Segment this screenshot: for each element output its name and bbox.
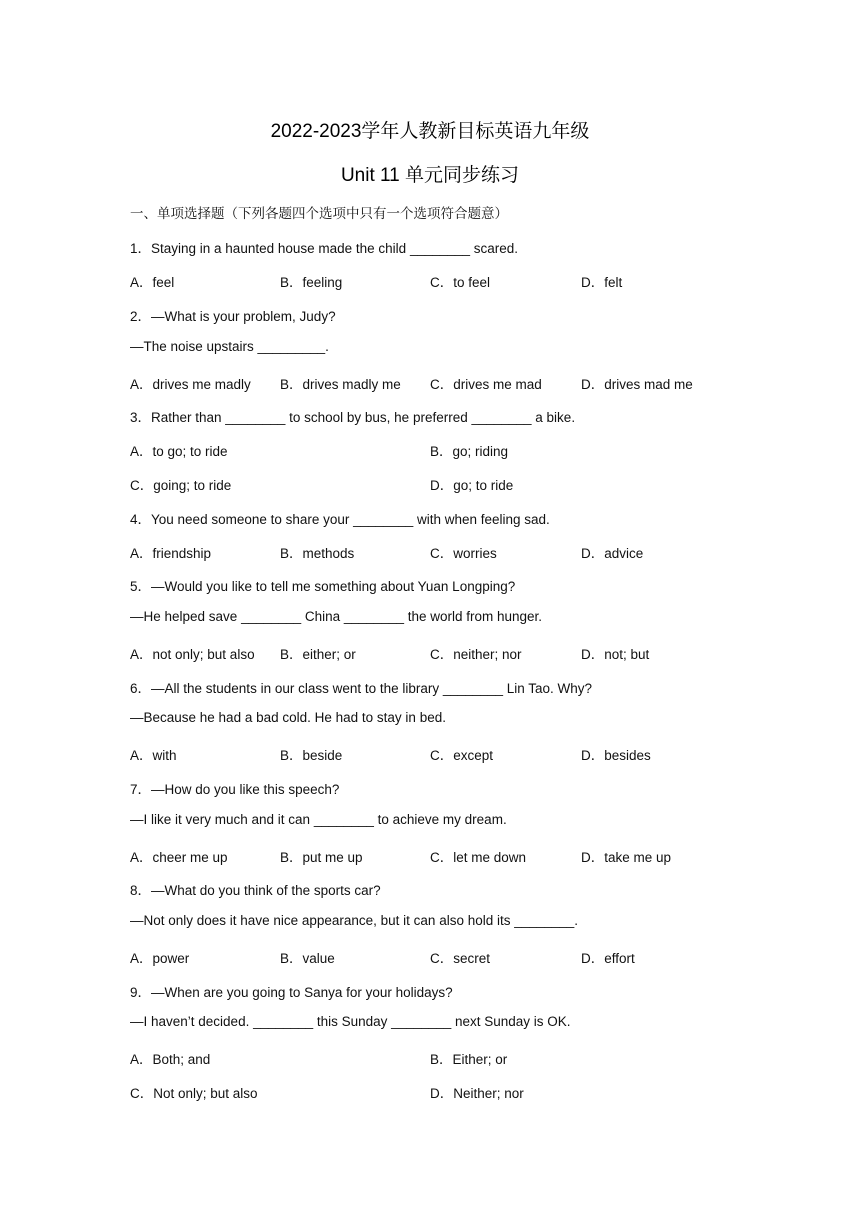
option-c: C．going; to ride	[130, 478, 232, 493]
option-b: B．feeling	[280, 275, 343, 290]
option-a: A．to go; to ride	[130, 444, 228, 459]
question-stem: 8．—What do you think of the sports car?	[130, 883, 381, 898]
option-c: C．worries	[430, 546, 497, 561]
option-c: C．Not only; but also	[130, 1086, 258, 1101]
option-c: C．secret	[430, 951, 491, 966]
question-stem: 7．—How do you like this speech?	[130, 782, 340, 797]
section-heading: 一、单项选择题（下列各题四个选项中只有一个选项符合题意）	[130, 206, 508, 221]
option-b: B．drives madly me	[280, 377, 401, 392]
option-b: B．methods	[280, 546, 355, 561]
option-a: A．not only; but also	[130, 647, 255, 662]
option-a: A．with	[130, 748, 177, 763]
option-d: D．advice	[581, 546, 644, 561]
question-stem: 6．—All the students in our class went to the library ________ Lin Tao. Why?	[130, 681, 593, 696]
question-stem: 3．Rather than ________ to school by bus, he preferred ________ a bike.	[130, 410, 576, 425]
option-d: D．go; to ride	[430, 478, 514, 493]
question-stem: 1．Staying in a haunted house made the child ________ scared.	[130, 241, 519, 256]
option-b: B．beside	[280, 748, 343, 763]
option-a: A．cheer me up	[130, 850, 228, 865]
option-b: B．Either; or	[430, 1052, 508, 1067]
option-b: B．either; or	[280, 647, 356, 662]
question-reply: —I haven’t decided. ________ this Sunday ________ next Sunday is OK.	[130, 1014, 571, 1029]
option-d: D．drives mad me	[581, 377, 693, 392]
option-d: D．Neither; nor	[430, 1086, 524, 1101]
option-a: A．power	[130, 951, 190, 966]
option-b: B．value	[280, 951, 335, 966]
option-a: A．Both; and	[130, 1052, 211, 1067]
option-b: B．go; riding	[430, 444, 509, 459]
question-stem: 4．You need someone to share your ________ with when feeling sad.	[130, 512, 550, 527]
question-reply: —The noise upstairs _________.	[130, 339, 329, 354]
option-d: D．take me up	[581, 850, 672, 865]
question-stem: 2．—What is your problem, Judy?	[130, 309, 336, 324]
option-a: A．feel	[130, 275, 175, 290]
question-stem: 5．—Would you like to tell me something about Yuan Longping?	[130, 579, 516, 594]
option-c: C．drives me mad	[430, 377, 542, 392]
option-a: A．friendship	[130, 546, 212, 561]
option-d: D．not; but	[581, 647, 650, 662]
option-c: C．let me down	[430, 850, 527, 865]
document-title: 2022-2023学年人教新目标英语九年级	[270, 121, 590, 142]
option-a: A．drives me madly	[130, 377, 251, 392]
question-reply: —Because he had a bad cold. He had to stay in bed.	[130, 710, 446, 725]
option-c: C．to feel	[430, 275, 491, 290]
question-reply: —He helped save ________ China ________ the world from hunger.	[130, 609, 543, 624]
option-b: B．put me up	[280, 850, 363, 865]
document-subtitle: Unit 11 单元同步练习	[340, 165, 520, 186]
option-c: C．except	[430, 748, 494, 763]
question-reply: —I like it very much and it can ________ to achieve my dream.	[130, 812, 507, 827]
option-d: D．effort	[581, 951, 635, 966]
question-stem: 9．—When are you going to Sanya for your holidays?	[130, 985, 453, 1000]
option-c: C．neither; nor	[430, 647, 522, 662]
question-reply: —Not only does it have nice appearance, but it can also hold its ________.	[130, 913, 579, 928]
option-d: D．besides	[581, 748, 651, 763]
option-d: D．felt	[581, 275, 623, 290]
